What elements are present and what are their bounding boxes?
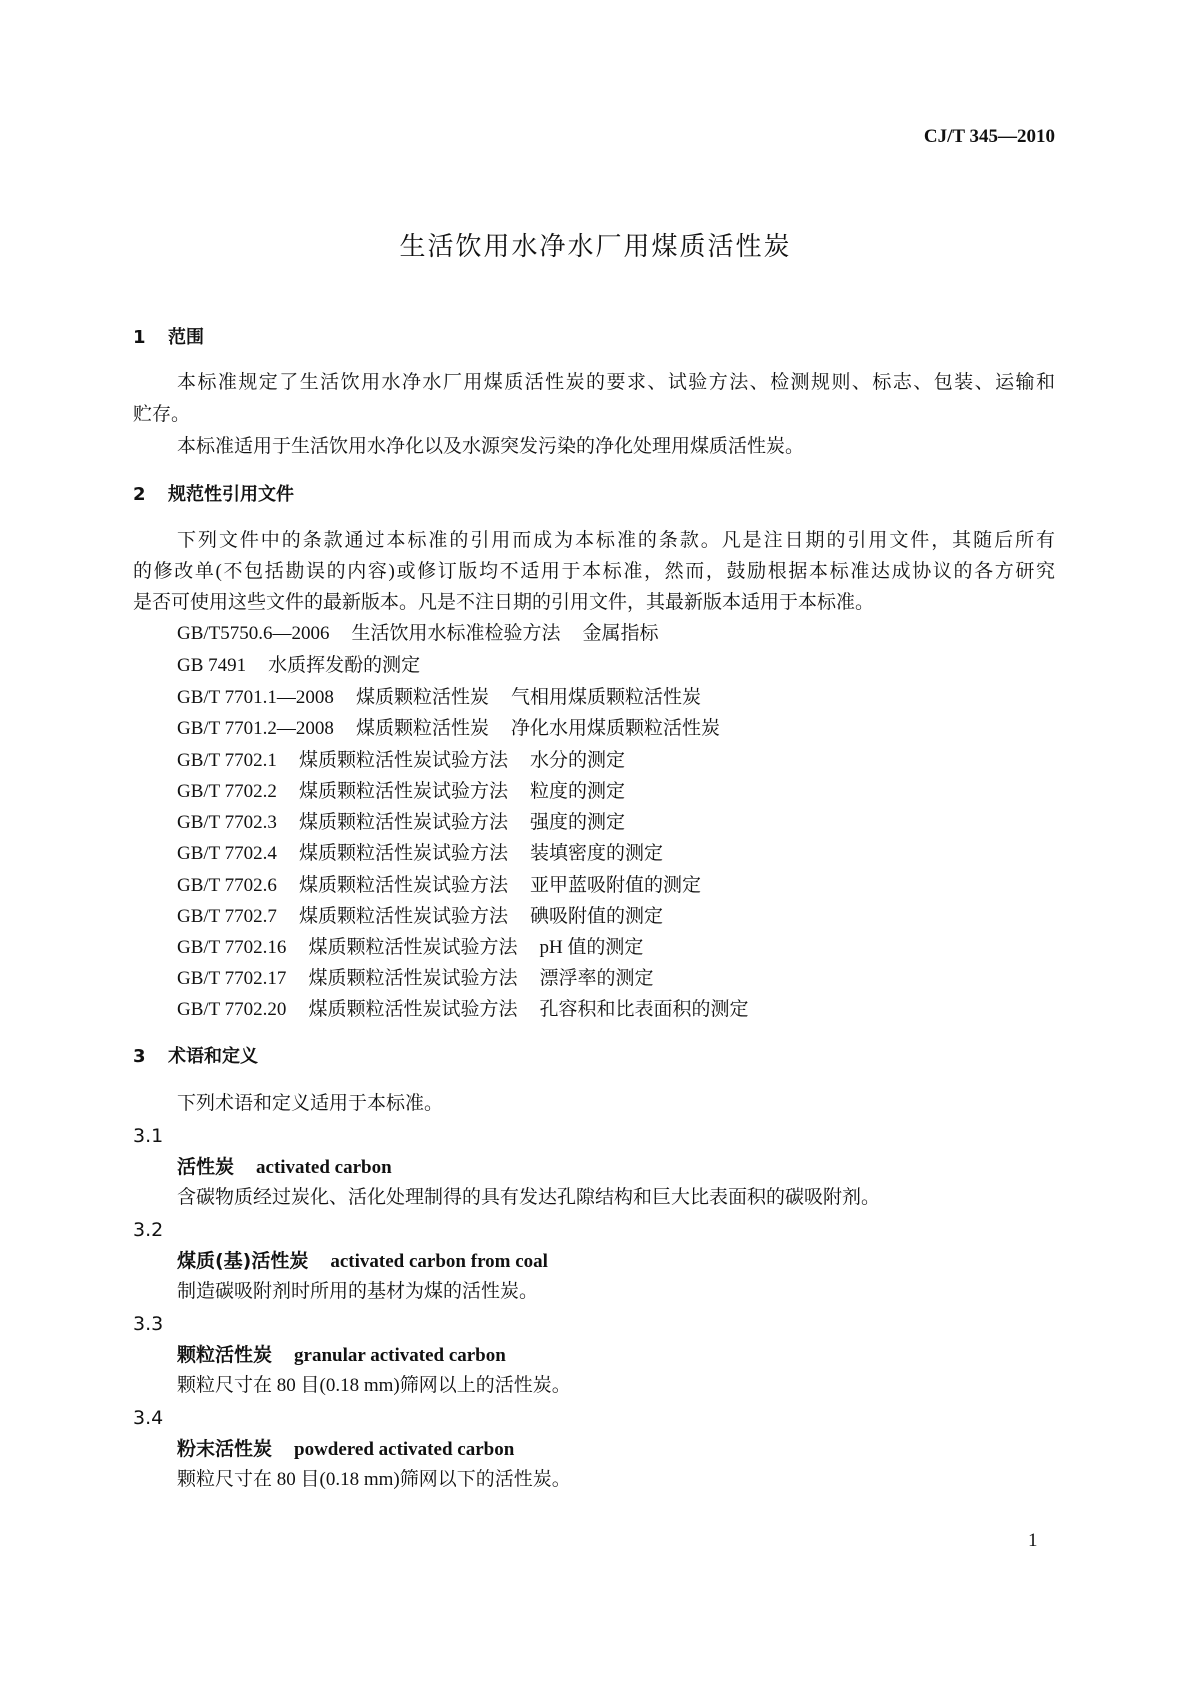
reference-code: GB/T 7702.20	[177, 999, 287, 1020]
reference-code: GB/T 7702.2	[177, 781, 277, 802]
reference-item	[177, 716, 720, 742]
term-zh: 粉末活性炭	[177, 1438, 273, 1460]
reference-subtitle: 气相用煤质颗粒活性炭	[510, 687, 701, 708]
reference-code: GB/T 7702.17	[177, 968, 287, 989]
reference-code: GB/T 7702.4	[177, 843, 277, 864]
reference-title: 煤质颗粒活性炭试验方法	[298, 906, 508, 927]
paragraph-line: 的修改单(不包括勘误的内容)或修订版均不适用于本标准，然而，鼓励根据本标准达成协议的各方研究	[133, 561, 1055, 582]
reference-title: 煤质颗粒活性炭试验方法	[298, 875, 508, 896]
reference-code: GB/T 7701.1—2008	[177, 687, 334, 708]
section-title: 范围	[168, 327, 204, 348]
term-en: activated carbon from coal	[330, 1251, 548, 1272]
term-heading	[177, 1342, 506, 1368]
term-number: 3.1	[133, 1125, 164, 1147]
paragraph-line: 是否可使用这些文件的最新版本。凡是不注日期的引用文件，其最新版本适用于本标准。	[133, 592, 875, 613]
reference-subtitle: 碘吸附值的测定	[529, 906, 663, 927]
reference-code: GB/T 7702.6	[177, 875, 277, 896]
term-definition: 含碳物质经过炭化、活化处理制得的具有发达孔隙结构和巨大比表面积的碳吸附剂。	[177, 1187, 881, 1208]
reference-item	[177, 621, 659, 647]
term-number: 3.4	[133, 1407, 164, 1429]
reference-subtitle: 亚甲蓝吸附值的测定	[529, 875, 701, 896]
reference-subtitle: 金属指标	[582, 623, 659, 644]
page-number: 1	[1028, 1530, 1038, 1551]
reference-item	[177, 966, 653, 992]
term-zh: 煤质(基)活性炭	[177, 1250, 309, 1272]
term-number: 3.2	[133, 1219, 164, 1241]
section-title: 术语和定义	[168, 1046, 258, 1067]
reference-title: 生活饮用水标准检验方法	[351, 623, 561, 644]
paragraph-line: 本标准适用于生活饮用水净化以及水源突发污染的净化处理用煤质活性炭。	[177, 436, 805, 457]
term-zh: 活性炭	[177, 1156, 235, 1178]
term-heading	[177, 1248, 548, 1274]
reference-code: GB/T 7702.16	[177, 937, 287, 958]
paragraph-line: 贮存。	[133, 404, 191, 425]
reference-item	[177, 904, 663, 930]
reference-title: 煤质颗粒活性炭试验方法	[308, 937, 518, 958]
reference-subtitle: 孔容积和比表面积的测定	[539, 999, 749, 1020]
reference-item	[177, 873, 701, 899]
reference-title: 煤质颗粒活性炭试验方法	[298, 750, 508, 771]
reference-item	[177, 748, 625, 774]
section-number: 1	[133, 327, 146, 348]
term-heading	[177, 1436, 514, 1462]
reference-title: 煤质颗粒活性炭试验方法	[308, 999, 518, 1020]
reference-subtitle: 净化水用煤质颗粒活性炭	[510, 718, 720, 739]
reference-code: GB/T 7701.2—2008	[177, 718, 334, 739]
reference-title: 水质挥发酚的测定	[268, 655, 421, 676]
term-en: powdered activated carbon	[294, 1439, 515, 1460]
reference-subtitle: 强度的测定	[529, 812, 625, 833]
reference-item	[177, 841, 663, 867]
reference-code: GB 7491	[177, 655, 247, 676]
reference-subtitle: 粒度的测定	[529, 781, 625, 802]
term-en: granular activated carbon	[294, 1345, 506, 1366]
reference-title: 煤质颗粒活性炭	[355, 718, 489, 739]
reference-subtitle: 漂浮率的测定	[539, 968, 654, 989]
section-heading-2	[133, 482, 294, 508]
reference-code: GB/T 7702.3	[177, 812, 277, 833]
term-zh: 颗粒活性炭	[177, 1344, 273, 1366]
reference-item	[177, 935, 643, 961]
reference-subtitle: 装填密度的测定	[529, 843, 663, 864]
section-number: 3	[133, 1046, 146, 1067]
reference-title: 煤质颗粒活性炭试验方法	[298, 843, 508, 864]
reference-subtitle: 水分的测定	[529, 750, 625, 771]
reference-code: GB/T 7702.1	[177, 750, 277, 771]
reference-item	[177, 779, 625, 805]
reference-title: 煤质颗粒活性炭试验方法	[298, 781, 508, 802]
reference-item	[177, 997, 748, 1023]
section-intro: 下列术语和定义适用于本标准。	[177, 1093, 444, 1114]
page-title: 生活饮用水净水厂用煤质活性炭	[399, 232, 792, 262]
reference-title: 煤质颗粒活性炭	[355, 687, 489, 708]
term-definition: 制造碳吸附剂时所用的基材为煤的活性炭。	[177, 1281, 539, 1302]
reference-item	[177, 653, 420, 679]
paragraph-line: 下列文件中的条款通过本标准的引用而成为本标准的条款。凡是注日期的引用文件，其随后所有	[177, 530, 1055, 551]
reference-title: 煤质颗粒活性炭试验方法	[298, 812, 508, 833]
reference-item	[177, 685, 701, 711]
term-definition: 颗粒尺寸在 80 目(0.18 mm)筛网以下的活性炭。	[177, 1469, 571, 1490]
term-en: activated carbon	[256, 1157, 392, 1178]
paragraph-line: 本标准规定了生活饮用水净水厂用煤质活性炭的要求、试验方法、检测规则、标志、包装、运输和	[177, 372, 1055, 393]
term-definition: 颗粒尺寸在 80 目(0.18 mm)筛网以上的活性炭。	[177, 1375, 571, 1396]
document-code: CJ/T 345—2010	[923, 126, 1055, 147]
section-heading-3	[133, 1044, 258, 1070]
term-heading	[177, 1154, 392, 1180]
reference-title: 煤质颗粒活性炭试验方法	[308, 968, 518, 989]
reference-item	[177, 810, 625, 836]
reference-code: GB/T 7702.7	[177, 906, 277, 927]
section-title: 规范性引用文件	[168, 484, 294, 505]
section-heading-1	[133, 325, 204, 351]
term-number: 3.3	[133, 1313, 164, 1335]
section-number: 2	[133, 484, 146, 505]
reference-code: GB/T5750.6—2006	[177, 623, 330, 644]
reference-subtitle: pH 值的测定	[539, 937, 644, 958]
